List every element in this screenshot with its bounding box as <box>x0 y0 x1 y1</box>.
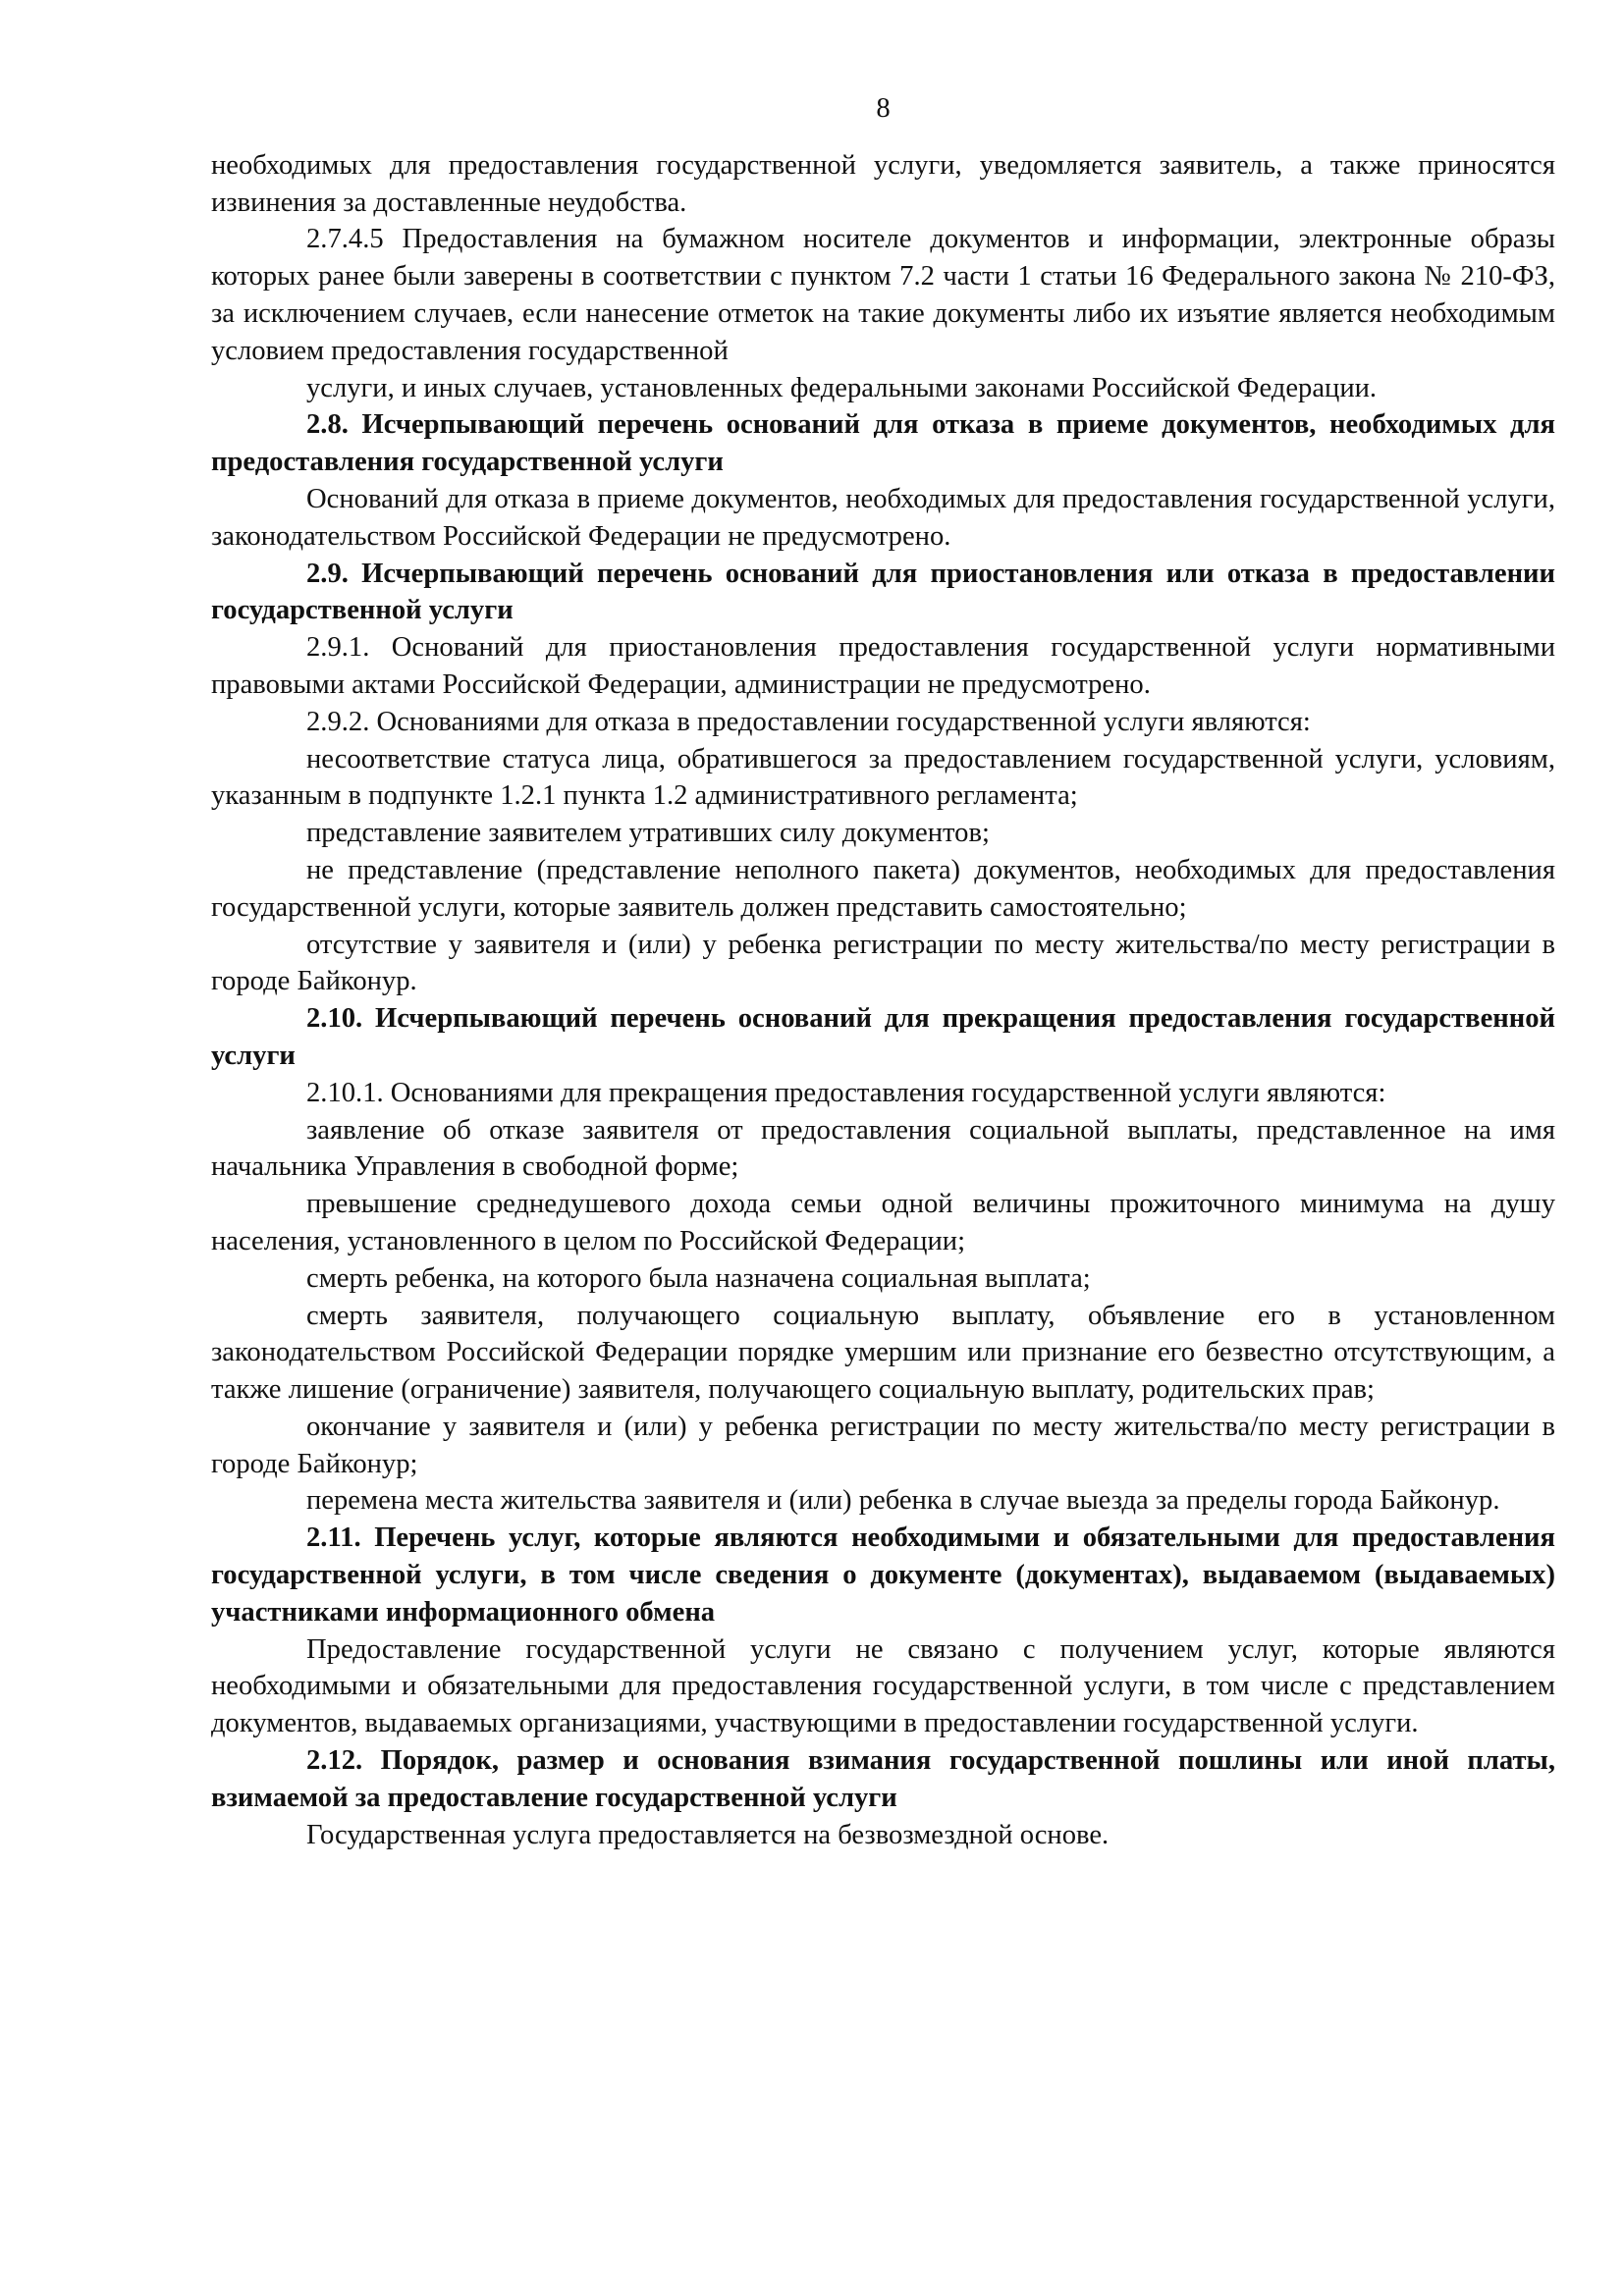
paragraph-intro-continuation: необходимых для предоставления государственной услуги, уведомляется заявитель, а также приносятся извинения за доставленные неудобства. <box>211 149 1555 218</box>
page-number: 8 <box>876 93 891 124</box>
section-heading-2-8: 2.8. Исчерпывающий перечень оснований для отказа в приеме документов, необходимых для предоставления государственной услуги <box>211 409 1555 478</box>
list-item-refusal-status: несоответствие статуса лица, обратившегося за предоставлением государственной услуги, условиям, указанным в подпункте 1.2.1 пункта 1.2 административного регламента; <box>211 743 1555 812</box>
paragraph-2-8-body: Оснований для отказа в приеме документов, необходимых для предоставления государственной услуги, законодательством Российской Федерации не предусмотрено. <box>211 483 1555 552</box>
list-item-termination-applicant-death: смерть заявителя, получающего социальную выплату, объявление его в установленном законодательством Российской Федерации порядке умершим или признание его безвестно отсутствующим, а также лишение (ограничение) заявителя, получающего социальную выплату, родительских прав; <box>211 1300 1555 1406</box>
paragraph-2-7-4-5-continuation: услуги, и иных случаев, установленных федеральными законами Российской Федерации. <box>306 372 1378 403</box>
section-heading-2-9: 2.9. Исчерпывающий перечень оснований для приостановления или отказа в предоставлении государственной услуги <box>211 558 1555 626</box>
list-item-termination-registration-end: окончание у заявителя и (или) у ребенка регистрации по месту жительства/по месту регистрации в городе Байконур; <box>211 1411 1555 1479</box>
paragraph-2-9-2: 2.9.2. Основаниями для отказа в предоставлении государственной услуги являются: <box>306 706 1311 737</box>
list-item-refusal-expired-docs: представление заявителем утративших силу документов; <box>306 818 990 849</box>
list-item-termination-income: превышение среднедушевого дохода семьи одной величины прожиточного минимума на душу населения, установленного в целом по Российской Федерации; <box>211 1189 1555 1256</box>
section-heading-2-11: 2.11. Перечень услуг, которые являются необходимыми и обязательными для предоставления государственной услуги, в том числе сведения о документе (документах), выдаваемом (выдаваемых) участниками информационного обмена <box>211 1522 1555 1628</box>
list-item-termination-relocation: перемена места жительства заявителя и (или) ребенка в случае выезда за пределы города Байконур. <box>306 1485 1500 1517</box>
section-heading-2-10: 2.10. Исчерпывающий перечень оснований для прекращения предоставления государственной услуги <box>211 1003 1555 1071</box>
list-item-termination-child-death: смерть ребенка, на которого была назначена социальная выплата; <box>306 1262 1091 1294</box>
list-item-termination-refusal: заявление об отказе заявителя от предоставления социальной выплаты, представленное на имя начальника Управления в свободной форме; <box>211 1114 1555 1183</box>
paragraph-2-12-body: Государственная услуга предоставляется на безвозмездной основе. <box>306 1819 1110 1850</box>
document-page <box>211 90 1555 1853</box>
paragraph-2-11-body: Предоставление государственной услуги не связано с получением услуг, которые являются необходимыми и обязательными для предоставления государственной услуги, в том числе с представлением документов, выдаваемых организациями, участвующими в предоставлении государственной услуги. <box>211 1633 1555 1739</box>
paragraph-2-9-1: 2.9.1. Оснований для приостановления предоставления государственной услуги нормативными правовыми актами Российской Федерации, администрации не предусмотрено. <box>211 632 1555 700</box>
paragraph-2-10-1: 2.10.1. Основаниями для прекращения предоставления государственной услуги являются: <box>306 1077 1386 1108</box>
list-item-refusal-registration: отсутствие у заявителя и (или) у ребенка регистрации по месту жительства/по месту регистрации в городе Байконур. <box>211 929 1555 997</box>
list-item-refusal-incomplete: не представление (представление неполного пакета) документов, необходимых для предоставления государственной услуги, которые заявитель должен представить самостоятельно; <box>211 854 1555 923</box>
section-heading-2-12: 2.12. Порядок, размер и основания взимания государственной пошлины или иной платы, взимаемой за предоставление государственной услуги <box>211 1745 1555 1813</box>
paragraph-2-7-4-5: 2.7.4.5 Предоставления на бумажном носителе документов и информации, электронные образы которых ранее были заверены в соответствии с пунктом 7.2 части 1 статьи 16 Федерального закона № 210-ФЗ, за исключением случаев, если нанесение отметок на такие документы либо их изъятие является необходимым условием предоставления государственной <box>211 224 1555 366</box>
